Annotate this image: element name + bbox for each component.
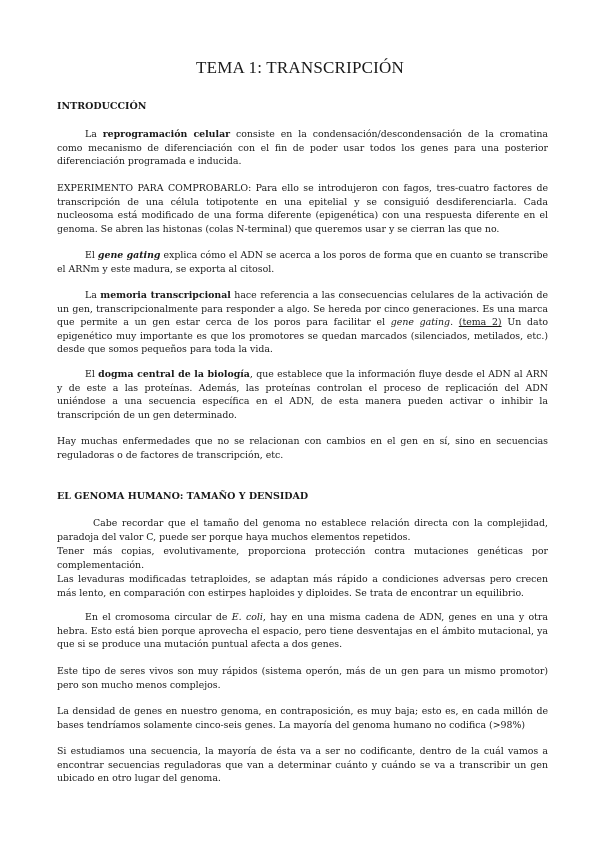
text: consiste en la condensación/descondensación de la cromatina como mecanismo de diferenciación con el fin de poder usar todos los genes para una posterior diferenciación programada e inducida.: [57, 129, 548, 168]
paragraph-levaduras: Las levaduras modificadas tetraploides, se adaptan más rápido a condiciones adversas pero crecen más lento, en comparación con estirpes haploides y diploides. Se trata de encontrar un equilibrio.: [57, 574, 548, 599]
link-tema-2[interactable]: (tema 2): [458, 317, 502, 329]
text: , que establece que la información fluye desde el ADN al ARN y de este a las proteínas. Además, las proteínas controlan el proceso de replicación del ADN uniéndose a una secuencia específica en el ADN, de esta manera pueden activar o inhibir la transcripción de un gen determinado.: [57, 369, 548, 421]
text: La: [85, 129, 103, 140]
paragraph-gene-gating: [57, 249, 548, 276]
page-title: TEMA 1: TRANSCRIPCIÓN: [196, 58, 404, 77]
section-heading-genoma-humano: EL GENOMA HUMANO: TAMAÑO Y DENSIDAD: [57, 491, 309, 502]
text: En el cromosoma circular de: [85, 612, 232, 623]
text: El: [85, 250, 98, 261]
paragraph-copias: Tener más copias, evolutivamente, proporciona protección contra mutaciones genéticas por complementación.: [57, 546, 548, 571]
paragraph-reprogramacion: [57, 128, 548, 169]
text: , hay en una misma cadena de ADN, genes en una y otra hebra. Esto está bien porque aprovecha el espacio, pero tiene desventajas en el ámbito mutacional, ya que si se produce una mutación puntual afecta a dos genes.: [57, 612, 548, 651]
section-heading-introduccion: INTRODUCCIÓN: [57, 101, 147, 112]
paragraph-enfermedades: Hay muchas enfermedades que no se relacionan con cambios en el gen en sí, sino en secuencias reguladoras o de factores de transcripción, etc.: [57, 436, 548, 461]
text: hace referencia a las consecuencias celulares de la activación de un gen, transcripcionalmente para responder a algo. Se hereda por cinco generaciones. Es una marca que permite a un gen estar cerca de los poros para facilitar el: [57, 290, 549, 329]
text: La: [85, 290, 101, 301]
term-gene-gating-ref: gene gating: [390, 317, 451, 329]
text: Un dato epigenético muy importante es que los promotores se quedan marcados (silenciados, metilados, etc.) desde que somos pequeños para toda la vida.: [57, 317, 548, 356]
term-gene-gating: gene gating: [97, 250, 161, 261]
term-dogma-central: dogma central de la biología: [98, 369, 250, 380]
text: El: [85, 369, 99, 380]
term-memoria-transcripcional: memoria transcripcional: [100, 290, 231, 301]
paragraph-densidad: La densidad de genes en nuestro genoma, en contraposición, es muy baja; esto es, en cada millón de bases tendríamos solamente cinco-seis genes. La mayoría del genoma humano no codifica (>98%): [57, 706, 548, 731]
text: explica cómo el ADN se acerca a los poros de forma que en cuanto se transcribe el ARNm y este madura, se exporta al citosol.: [57, 250, 548, 275]
term-e-coli: E. coli: [231, 612, 263, 623]
text: .: [450, 317, 459, 329]
term-reprogramacion-celular: reprogramación celular: [102, 129, 231, 140]
paragraph-secuencia: Si estudiamos una secuencia, la mayoría de ésta va a ser no codificante, dentro de la cuál vamos a encontrar secuencias reguladoras que van a determinar cuánto y cuándo se va a transcribir un gen ubicado en otro lugar del genoma.: [57, 746, 548, 785]
paragraph-operon: Este tipo de seres vivos son muy rápidos (sistema operón, más de un gen para un mismo promotor) pero son mucho menos complejos.: [57, 666, 548, 691]
paragraph-e-coli: [57, 611, 548, 652]
paragraph-dogma-central: [57, 368, 548, 422]
paragraph-memoria-transcripcional: [57, 289, 548, 357]
paragraph-valor-c: Cabe recordar que el tamaño del genoma no establece relación directa con la complejidad, paradoja del valor C, puede ser porque haya muchos elementos repetidos.: [57, 518, 548, 543]
paragraph-experimento: EXPERIMENTO PARA COMPROBARLO: Para ello se introdujeron con fagos, tres-cuatro factores de transcripción de una célula totipotente en una epitelial y se consiguió desdiferenciarla. Cada nucleosoma está modificado de una forma diferente (epigenética) con una respuesta diferente en el genoma. Se abren las histonas (colas N-terminal) que queremos usar y se cierran las que no.: [57, 183, 548, 235]
